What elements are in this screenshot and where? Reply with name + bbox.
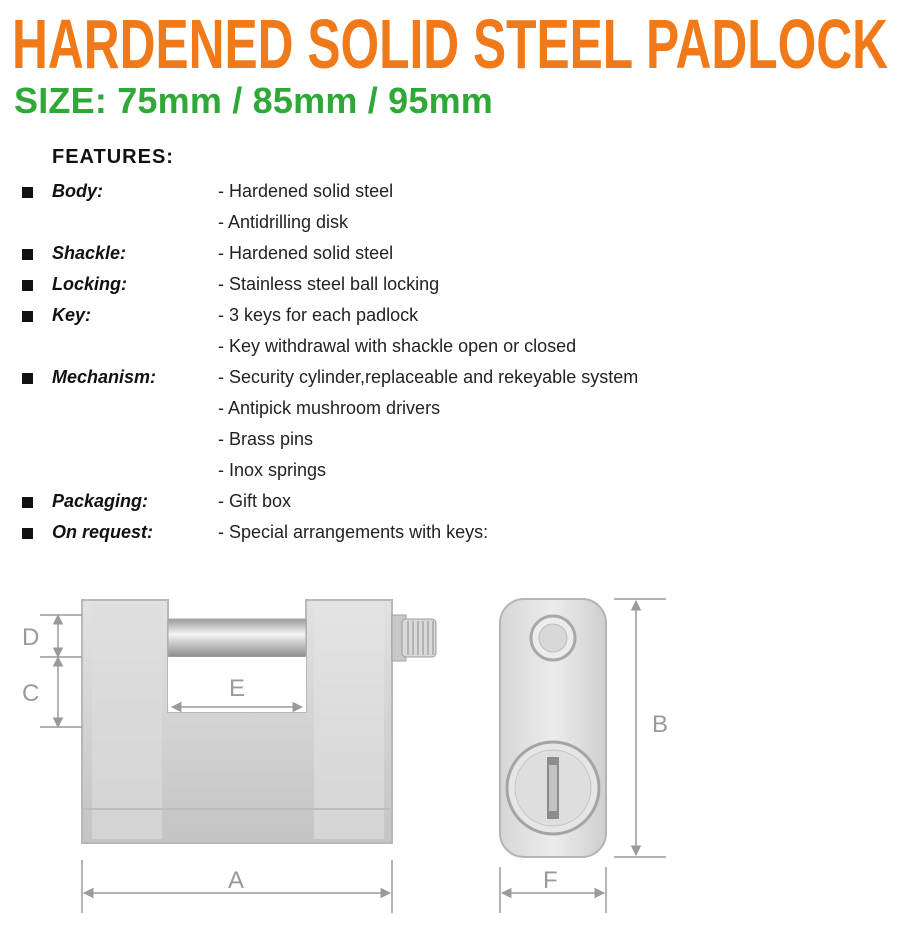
- feature-value: - Hardened solid steel: [218, 181, 394, 201]
- feature-value: - Gift box: [218, 491, 292, 511]
- feature-label: Body:: [52, 181, 103, 201]
- features-heading: FEATURES:: [52, 146, 174, 168]
- bullet-icon: [22, 187, 33, 198]
- knurled-knob: [402, 619, 436, 657]
- feature-row-mechanism: [0, 364, 900, 395]
- feature-label: Locking:: [52, 274, 127, 294]
- feature-label: Shackle:: [52, 243, 127, 263]
- feature-value: - Security cylinder,replaceable and rekeyable system: [218, 367, 639, 387]
- feature-label: Packaging:: [52, 491, 149, 511]
- dim-label-b: B: [652, 711, 669, 738]
- dim-label-d: D: [22, 624, 40, 651]
- page-title: [12, 4, 892, 80]
- feature-value: - Stainless steel ball locking: [218, 274, 440, 294]
- feature-row-body-2: [0, 209, 900, 240]
- padlock-front-view: [82, 600, 436, 843]
- shackle-bar: [168, 619, 306, 657]
- bullet-icon: [22, 311, 33, 322]
- feature-value: - Special arrangements with keys:: [218, 522, 489, 542]
- size-line: SIZE: 75mm / 85mm / 95mm: [14, 80, 494, 121]
- feature-row-key: [0, 302, 900, 333]
- bullet-icon: [22, 528, 33, 539]
- title-svg: [12, 4, 892, 80]
- bullet-icon: [22, 373, 33, 384]
- feature-value: - 3 keys for each padlock: [218, 305, 419, 325]
- feature-value: - Key withdrawal with shackle open or closed: [218, 336, 577, 356]
- padlock-diagram-svg: [0, 575, 900, 943]
- bullet-icon: [22, 280, 33, 291]
- feature-label: Key:: [52, 305, 92, 325]
- feature-value: - Antipick mushroom drivers: [218, 398, 441, 418]
- bullet-icon: [22, 497, 33, 508]
- padlock-side-view: [500, 599, 606, 857]
- bullet-icon: [22, 249, 33, 260]
- feature-row-on-request: [0, 519, 900, 550]
- feature-row-key-2: [0, 333, 900, 364]
- feature-value: - Hardened solid steel: [218, 243, 394, 263]
- feature-row-mechanism-4: [0, 457, 900, 488]
- feature-value: - Antidrilling disk: [218, 212, 349, 232]
- dim-label-a: A: [228, 867, 245, 894]
- dimension-diagram: [0, 575, 900, 943]
- feature-value: - Inox springs: [218, 460, 327, 480]
- feature-value: - Brass pins: [218, 429, 314, 449]
- feature-row-shackle: [0, 240, 900, 271]
- feature-label: On request:: [52, 522, 154, 542]
- feature-row-mechanism-3: [0, 426, 900, 457]
- feature-row-mechanism-2: [0, 395, 900, 426]
- feature-label: Mechanism:: [52, 367, 157, 387]
- feature-row-packaging: [0, 488, 900, 519]
- feature-row-body: [0, 178, 900, 209]
- dim-label-e: E: [229, 675, 246, 702]
- dim-label-c: C: [22, 680, 40, 707]
- title-text: HARDENED SOLID STEEL PADLOCK: [12, 5, 888, 80]
- dim-label-f: F: [543, 867, 558, 894]
- feature-row-locking: [0, 271, 900, 302]
